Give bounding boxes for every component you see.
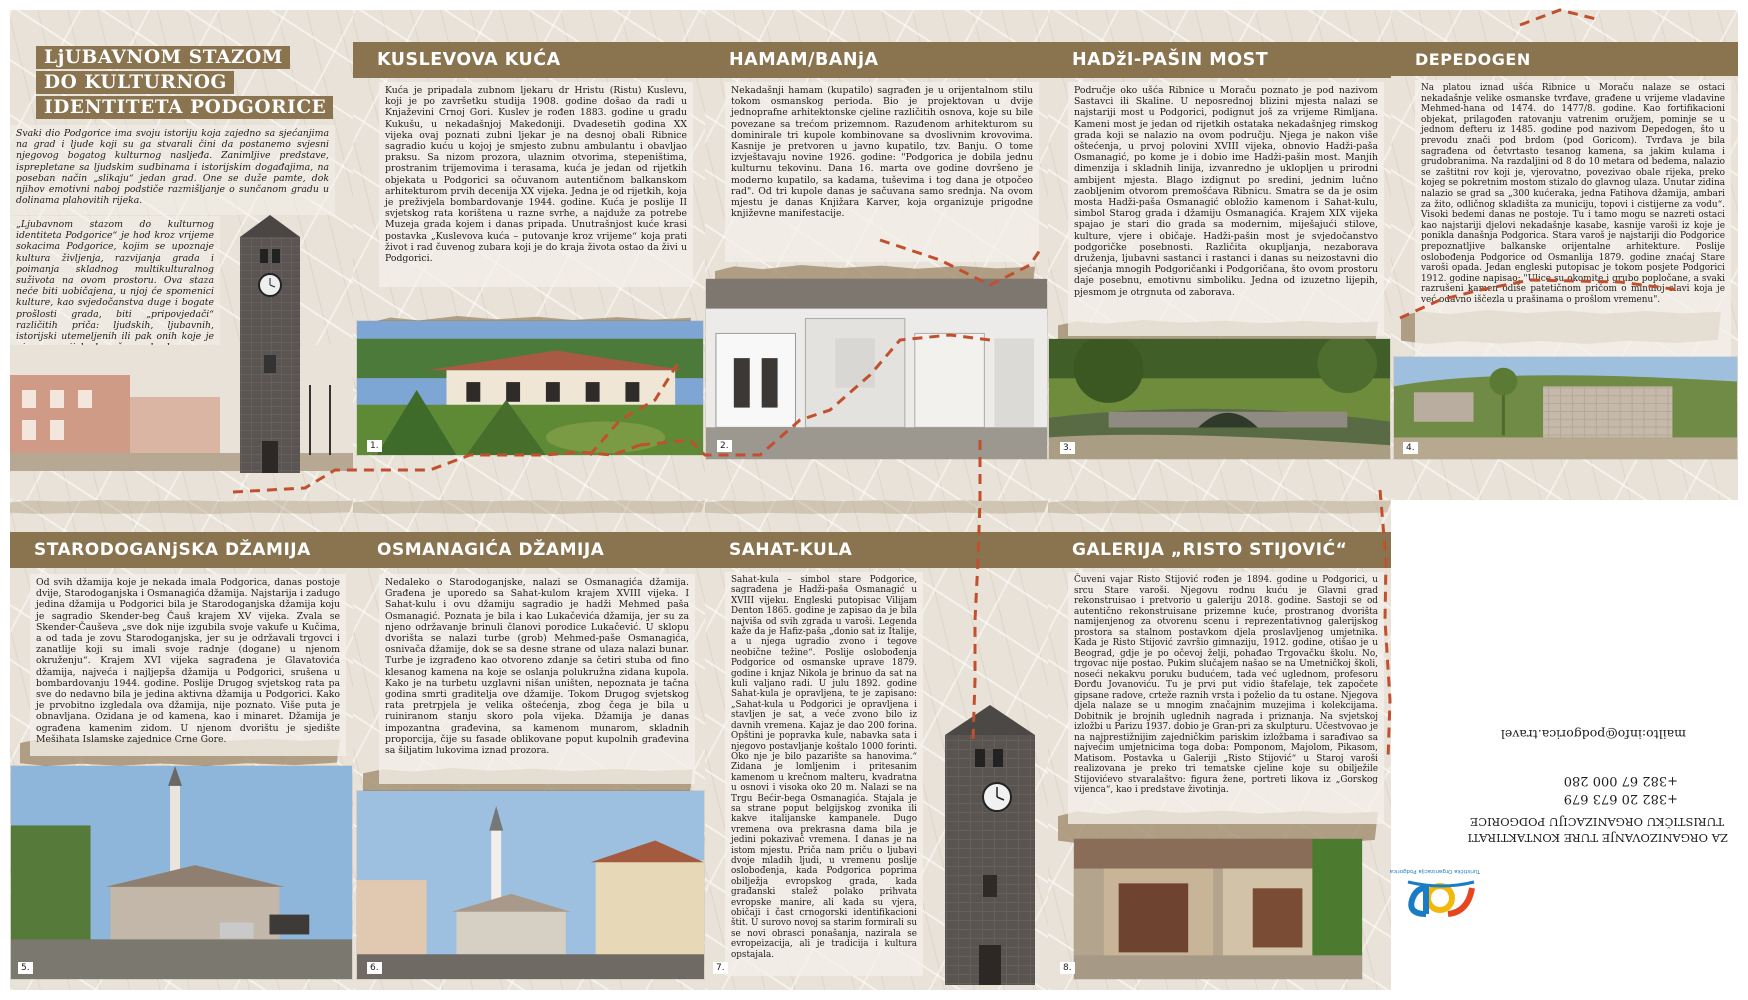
site-3-photo [1048, 338, 1391, 460]
top-logo-icon [1406, 878, 1478, 920]
contact-phone-1: +382 20 673 679 [1563, 791, 1678, 806]
panel-osmanagica-dzamija [353, 500, 705, 990]
site-4-number: 4. [1403, 442, 1418, 454]
site-2-number: 2. [717, 440, 732, 452]
site-6-text: Nedaleko o Starodoganjske, nalazi se Osmanagića džamija. Građena je uporedo sa Sahat-kulom krajem XVIII vijeka. I Sahat-kulu i ovu džamiju sagradio je hadži Mehmed paša Osmanagić. Poznata je bila i kao Lukačevića džamija, jer su za njeno održavanje brinuli članovi porodice Lukačević. U sklopu dvorišta se nalazi turbe (grob) Mehmed-paše Osmanagića, osnivača džamije, dok se sa desne strane od ulaza nalazi bunar. Turbe je izgrađeno kao otvoreno zdanje sa četiri stuba od fino klesanog kamena na koje se oslanja polukružna zidana kupola. Kako je na turbetu uzglavni nišan uništen, nepoznata je tačna godina smrti graditelja ove džamije. Tokom Drugog svjetskog rata pretrpjela je velika oštećenja, zbog čega je bila u ruiniranom stanju skoro pola vijeka. Džamija je danas impozantna građevina, sa kamenom munarom, skladnih proporcija, čije su fasade oblikovane poput kupolnih građevina sa šiljatim lukovima iznad prozora. [379, 574, 695, 784]
intro-text-1 [10, 125, 335, 215]
org-caption: Turistička Organizacija Podgorica [1389, 868, 1480, 874]
panel-hamam [705, 10, 1048, 500]
intro-text-2 [10, 216, 220, 354]
intro-title-line-1: LjUBAVNOM STAZOM [36, 46, 290, 69]
site-5-title: STARODOGANjSKA DŽAMIJA [10, 532, 353, 568]
site-2-title: HAMAM/BANjA [705, 42, 1048, 78]
site-8-photo [1073, 838, 1363, 980]
site-5-photo [10, 765, 353, 980]
site-2-photo [705, 278, 1048, 460]
site-7-number: 7. [713, 962, 728, 974]
site-8-number: 8. [1060, 962, 1075, 974]
site-6-number: 6. [367, 962, 382, 974]
site-2-text: Nekadašnji hamam (kupatilo) sagrađen je u orijentalnom stilu tokom osmanskog perioda. Bio je projektovan u dvije jednoprafne arhitektonske cjeline različitih osnova, koje su bile povezane sa trećom prizemnom. Razuđenom arhitekturom su dominirale tri kupole kombinovane sa dvoslivnim krovovima. Kasnije je pretvoren u javno kupatilo, tzv. Banju. O tome izvještavaju novine 1926. godine: "Podgorica je dobila jednu kulturnu tekovinu. Dana 16. marta ove godine dovršeno je moderno kupatilo, sa kadama, tuševima i tog dana je otpočeo rad". Od tri kupole danas je sačuvana samo srednja. Na ovom mjestu je danas Knjižara Karver, koja organizuje prigodne književne manifestacije. [725, 82, 1039, 262]
site-7-title: SAHAT-KULA [705, 532, 1048, 568]
intro-title-line-3: IDENTITETA PODGORICE [36, 96, 333, 119]
intro-paragraph-2: „Ljubavnom stazom do kulturnog identiteta Podgorice“ je hod kroz vrijeme sokacima Podgorice, kojim se upoznaje kultura življenja, razvijanja grada i poimanja skladnog multikulturalnog suživota na ovom prostoru. Ova staza neće biti uobičajena, u njoj će spomenici kulture, kao svjedočanstva duge i bogate prošlosti grada, biti „pripovjedači“ različitih priča: ljudskih, ljubavnih, istorijski utemeljenih ili pak onih koje je [16, 219, 214, 343]
panel-galerija-risto-stijovic [1048, 500, 1391, 990]
site-3-number: 3. [1060, 442, 1075, 454]
site-5-number: 5. [18, 962, 33, 974]
site-1-photo [356, 320, 704, 456]
site-1-number: 1. [367, 440, 382, 452]
intro-title [36, 46, 336, 121]
intro-paragraph-1: Svaki dio Podgorice ima svoju istoriju koja zajedno sa sjećanjima na grad i ljude koji su ga stvarali čini da postanemo svjesni njegovog bogatog kulturnog nasljeđa. Zanimljive predstave, isprepletane sa ljudskim sudbinama i istorijskim događajima, na poseban način „slikaju“ jedan grad. One se duže pamte, dok njihov emotivni naboj podstiče razmišljanje o sunčanom gradu u dolinama plahovitih rijeka. [16, 128, 329, 207]
site-4-photo [1393, 356, 1738, 460]
intro-panel [10, 10, 353, 500]
site-7-photo [935, 705, 1045, 985]
panel-kuslevova-kuca [353, 10, 705, 500]
site-6-title: OSMANAGIĆA DŽAMIJA [353, 532, 705, 568]
panel-hadzi-pasin-most [1048, 10, 1391, 500]
intro-title-line-2: DO KULTURNOG [36, 71, 234, 94]
site-6-photo [356, 790, 705, 980]
site-5-text: Od svih džamija koje je nekada imala Podgorica, danas postoje dvije, Starodoganjska i Osmanagića džamija. Najstarija i zadugo jedina džamija u Podgorici bila je Starodoganjska džamija koju je sagradio Skender-beg Čauš krajem XV vijeka. Zvala se Skender-Čauševa „sve dok nije izgubila svoje vakufe u Kučima, a od tada je zovu Starodoganjska, jer su je održavali trgovci i zanatlije koji su imali svoje radnje (dogane) u njenom okruženju“. Krajem XVI vijeka sagrađena je Glavatovića džamija, najveća i najljepša džamija u Podgorici, srušena u bombardovanju 1944. godine. Poslije Drugog svjetskog rata pa sve do nedavno bila je jedina aktivna džamija u Podgorici. Kako je prvobitno izgledala ova džamija, nije poznato. Više puta je obnavljana. Ozidana je od kamena, kao i minaret. Džamija je ograđena kamenim zidom. U njenom dvorištu je sjedište Mešihata Islamske zajednice Crne Gore. [30, 574, 346, 756]
site-8-title: GALERIJA „RISTO STIJOVIĆ“ [1048, 532, 1391, 568]
site-3-title: HADžI-PAŠIN MOST [1048, 42, 1391, 78]
panel-starodoganjska-dzamija [10, 500, 353, 990]
contact-phone-2: +382 67 000 280 [1563, 773, 1678, 788]
contact-heading: ZA ORGANIZOVANJE TURE KONTAKTIRATI [1467, 831, 1728, 845]
contact-email[interactable]: mailto:info@podgorica.travel [1500, 727, 1686, 742]
contact-org: TURISTIČKU ORGANIZACIJU PODGORICE [1469, 815, 1724, 829]
site-7-text: Sahat-kula – simbol stare Podgorice, sagrađena je Hadži-paša Osmanagić u XVIII vijeku. Engleski putopisac Vilijam Denton 1865. godine je zapisao da je bila najviša od svih zgrada u varoši. Legenda kaže da je Hafiz-paša „donio sat iz Italije, a u njega ugradio zvono i tegove neobične težine“. Poslije oslobođenja Podgorice od osmanske uprave 1879. godine i knjaz Nikola je brinuo da sat na kuli valjano radi. U julu 1892. godine Sahat-kula je opravljena, te je zapisano: „Sahat-kula u Podgorici je opravljena i stavljen je sat, a veće zvono bilo iz davnih vremena. Kajaz je dao 200 forina. Opštini je popravka kule, nabavka sata i njegovo postavljanje koštalo 1000 forinti. Oko nje je bilo pazarište sa hanovima.“ Zidana je lomljenim i pritesanim kamenom u krečnom malteru, kvadratna u osnovi i visoka oko 20 m. Nalazi se na Trgu Bećir-bega Osmanagića. Stajala je sa strane poput belgijskog zvonika ili kakve italijanske kampanele. Dugo vremena ova prekrasna dama bila je jedini pokazivač vremena. I danas je na istom mjestu. Priča nam priču o ljubavi dvoje mladih ljudi, u vremenu poslije oslobođenja, kada Podgorica poprima obilježja evropskog grada, kada građanski stalež polako prihvata evropske manire, ali kada su vjera, običaji i čast crnogorski identifikacioni štit. U surovo novoj sa starim formirali su se novi obrasci ponašanja, nazirala se evropeizacija, ali je tradicija i kultura opstajala. [725, 572, 923, 976]
back-panel [1389, 500, 1748, 1000]
site-3-text: Područje oko ušća Ribnice u Moraču poznato je pod nazivom Sastavci ili Skaline. U neposrednoj blizini mjesta nalazi se najstariji most u Podgorici, podignut još za vrijeme Rimljana. Kameni most je jedan od rijetkih ostataka nekadašnjeg rimskog grada koji se nalazio na ovom području. Njega je nakon više oštećenja, u prvoj polovini XVIII vijeka, obnovio Hadži-paša Osmanagić, po kome je i dobio ime Hadži-pašin most. Manjih dimenzija i skladnih linija, izvanredno je uklopljen u prirodni ambijent mjesta. Blago izdignut po sredini, jednim lučno zaobljenim otvorom premošćava Ribnicu. Smatra se da je osim mosta Hadži-paša Osmanagić obložio kamenom i Sahat-kulu, simbol Starog grada i džamiju Osmanagića. Krajem XIX vijeka spajao je stari dio grada sa modernim, miješajući stilove, kulture, vjere i običaje. Hadži-pašin most je svjedočanstvo podgoričke posebnosti. Različita okupljanja, nezaborava druženja, ljubavni sastanci i rastanci i danas su neizostavni dio sjećanja mnogih Podgoričanki i Podgoričana, što ovom prostoru daje posebnu, emotivnu simboliku. Jedna od izuzetno lijepih, pjesmom je otrgnuta od zaborava. [1068, 82, 1384, 336]
site-4-text: Na platou iznad ušća Ribnice u Moraču nalaze se ostaci nekadašnje velike osmanske tvrđave, građene u vrijeme vladavine Mehmed-hana od 1474. do 1477/8. godine. Kao fortifikacioni objekat, prilagođen ratovanju vatrenim oružjem, pominje se u jednom defteru iz 1485. godine pod nazivom Depedogen, što u prevodu znači pod brdom (pod Goricom). Tvrđava je bila sagrađena od četvrtasto tesanog kamena, sa jakim kulama i grudobranima. Na razdaljini od 8 do 10 metara od bedema, nalazio se zaštitni rov koji je, vjerovatno, povezivao obale rijeka, preko kojeg se pokretnim mostom stizalo do glavnog ulaza. Unutar zidina nalazio se grad sa „300 kućeraka, jedna Fatihova džamija, ambari za žito, odličnog skladišta za municiju, topovi i cistijerne za vodu“. Visoki bedemi danas ne postoje. Tu i tamo mogu se nazreti ostaci kao najstariji djelovi nekadašnje kasabe, kasnije varoši iz koje je ponikla današnja Podgorica. Stara varoš je najstariji dio Podgorice prepoznatljive balkanske orijentalne arhitekture. Poslije oslobođenja Podgorice od Osmanlija 1879. godine znaćaj Stare varoši opada. Jedan engleski putopisac je tokom posjete Podgorici 1912. godine napisao: "Ulice su okomite i grubo popločane, a svaki razrušeni kamen odiše patetičnom pričom o minuloj slavi koja je već odavno iščezla u prašinama o prošlom vremenu". [1415, 80, 1731, 368]
site-1-title: KUSLEVOVA KUĆA [353, 42, 705, 78]
site-4-title: DEPEDOGEN [1391, 42, 1738, 76]
panel-depedogen [1391, 10, 1738, 500]
site-8-text: Čuveni vajar Risto Stijović rođen je 1894. godine u Podgorici, u srcu Stare varoši. Njegovu rodnu kuću je Glavni grad rekonstruisao i pretvorio u galeriju 2018. godine. Sastoji se od autentično rekonstruisane prizemne kuće, prostranog dvorišta namijenjenog za otvorenu scenu i reprezentativnog galerijskog prostora sa stalnom postavkom djela proslavljenog umjetnika. Kada je Risto Stijović završio gimnaziju, 1912. godine, otišao je u Beograd, gdje je po očevoj želji, pohađao Trgovačku školu. No, trgovac nije postao. Pukim slučajem našao se na Umetničkoj školi, noseći nekakvu poruku budućem, tada već uglednom, profesoru Đorđu Jovanoviću. Tu je prvi put vidio štafelaje, tek započete gipsane radove, crteže raznih vrsta i poželio da tu ostane. Njegova djela nalaze se u mnogim značajnim muzejima i kolekcijama. Dobitnik je brojnih uglednih nagrada i priznanja. Na svjetskoj izložbi u Parizu 1937. dobio je Gran-pri za skulpturu. Učestvovao je na najprestižnijim zajedničkim pariskim izložbama i sarađivao sa najvećim umjetnicima toga doba: Pomponom, Majolom, Pikasom, Matisom. Postavka u Galeriji „Risto Stijović“ u Staroj varoši realizovana je preko tri tematske cjeline koje su obilježile Stijovićevo stvaralaštvo: figura žene, portreti likova iz „Gorskog vijenca“, kao i predstave životinja. [1068, 572, 1384, 824]
panel-sahat-kula [705, 500, 1048, 990]
site-1-text: Kuća je pripadala zubnom ljekaru dr Hristu (Ristu) Kuslevu, koji je po završetku studija 1908. godine došao da radi u Knjaževini Crnoj Gori. Kuslev je rođen 1883. godine u gradu Kukušu, u nekadašnjoj Makedoniji. Dvadesetih godina XX vijeka ovaj poznati zubni ljekar je na desnoj obali Ribnice sagradio kuću u kojoj je smjesto zubnu ambulantu i obavljao praksu. Sa nizom prozora, ulaznim otvorima, stepeništima, prostranim trijemovima i terasama, kuća je jedan od rijetkih objekata u Podgorici sa očuvanom autentičnom balkanskom arhitekturom prvih decenija XX vijeka. Jedna je od rijetkih, koja je preživjela bombardovanje 1944. godine. Kuća je poslije II svjetskog rata korištena u razne svrhe, a najduže za potrebe Muzeja grada kojem i danas pripada. Unutrašnjost kuće krasi postavka „Kuslevova kuća – putovanje kroz vrijeme“ koja prati život i rad čuvenog zubara koji je do kraja života ostao da živi u Podgorici. [379, 82, 693, 287]
clock-tower-illustration [232, 215, 308, 473]
